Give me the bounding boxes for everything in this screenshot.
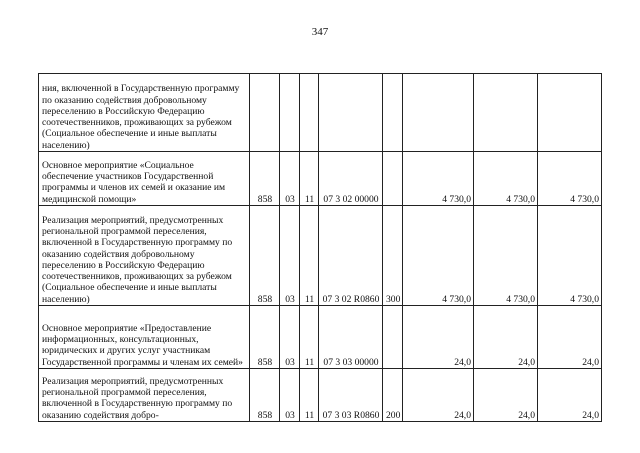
- row-name: Реализация мероприятий, предусмотренных региональной программой переселения, включенной в Государственную программу по оказанию содействия добро-: [39, 369, 250, 422]
- row-name: Реализация мероприятий, предусмотренных региональной программой переселения, включенной в Государственную программу по оказанию содействия добровольному переселению в Российскую Федерацию соотечественников, проживающих за рубежом (Социальное обеспечение и иные выплаты населению): [39, 206, 250, 306]
- sum-year-3: 24,0: [538, 369, 602, 422]
- sum-year-1: 24,0: [403, 306, 474, 369]
- sum-year-2: 24,0: [474, 306, 538, 369]
- sum-year-1: 4 730,0: [403, 206, 474, 306]
- row-name: Основное мероприятие «Предоставление информационных, консультационных, юридических и других услуг участникам Государственной программы и членам их семей»: [39, 306, 250, 369]
- target-article: 07 3 03 00000: [319, 306, 383, 369]
- subsection-code: 11: [300, 369, 319, 422]
- ministry-code: 858: [250, 152, 280, 206]
- page-number: 347: [311, 26, 329, 38]
- sum-year-3: 24,0: [538, 306, 602, 369]
- sum-year-1: 24,0: [403, 369, 474, 422]
- subsection-code: [300, 74, 319, 152]
- section-code: 03: [280, 152, 300, 206]
- budget-table: [38, 73, 602, 422]
- table-row: [39, 74, 602, 152]
- section-code: 03: [280, 206, 300, 306]
- ministry-code: [250, 74, 280, 152]
- target-article: 07 3 03 R0860: [319, 369, 383, 422]
- table-body: [39, 74, 602, 422]
- table-row: [39, 306, 602, 369]
- target-article: [319, 74, 383, 152]
- ministry-code: 858: [250, 306, 280, 369]
- expense-type: 300: [383, 206, 403, 306]
- sum-year-1: [403, 74, 474, 152]
- target-article: 07 3 02 00000: [319, 152, 383, 206]
- expense-type: [383, 152, 403, 206]
- ministry-code: 858: [250, 206, 280, 306]
- section-code: 03: [280, 306, 300, 369]
- sum-year-1: 4 730,0: [403, 152, 474, 206]
- table-row: [39, 152, 602, 206]
- section-code: 03: [280, 369, 300, 422]
- table-row: [39, 369, 602, 422]
- sum-year-2: [474, 74, 538, 152]
- target-article: 07 3 02 R0860: [319, 206, 383, 306]
- subsection-code: 11: [300, 152, 319, 206]
- ministry-code: 858: [250, 369, 280, 422]
- sum-year-2: 4 730,0: [474, 152, 538, 206]
- expense-type: [383, 74, 403, 152]
- subsection-code: 11: [300, 306, 319, 369]
- sum-year-3: 4 730,0: [538, 206, 602, 306]
- section-code: [280, 74, 300, 152]
- subsection-code: 11: [300, 206, 319, 306]
- row-name: ния, включенной в Государственную программу по оказанию содействия добровольному переселению в Российскую Федерацию соотечественников, проживающих за рубежом (Социальное обеспечение и иные выплаты населению): [39, 74, 250, 152]
- sum-year-2: 4 730,0: [474, 206, 538, 306]
- sum-year-3: [538, 74, 602, 152]
- sum-year-2: 24,0: [474, 369, 538, 422]
- sum-year-3: 4 730,0: [538, 152, 602, 206]
- table-row: [39, 206, 602, 306]
- row-name: Основное мероприятие «Социальное обеспечение участников Государственной программы и членов их семей и оказание им медицинской помощи»: [39, 152, 250, 206]
- expense-type: [383, 306, 403, 369]
- expense-type: 200: [383, 369, 403, 422]
